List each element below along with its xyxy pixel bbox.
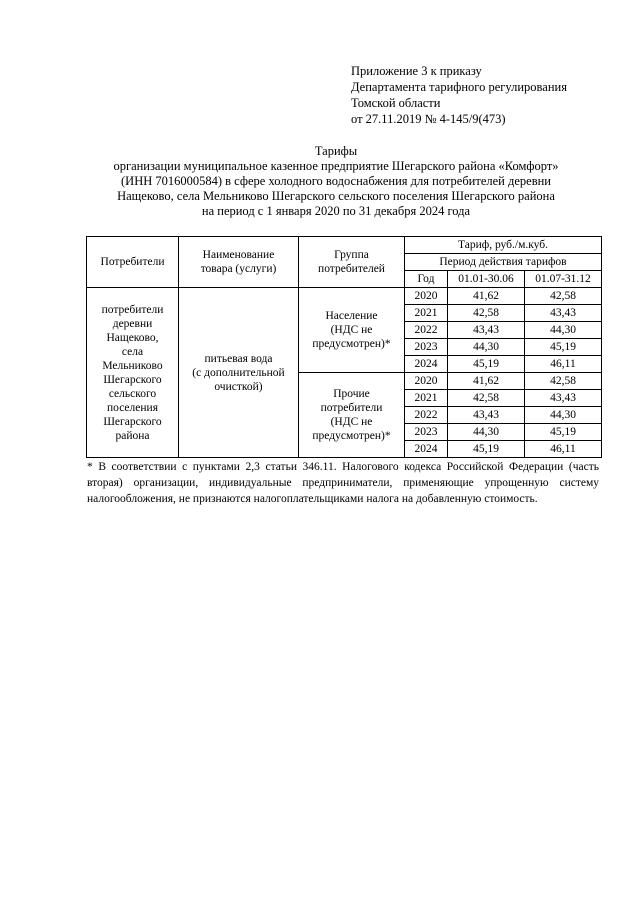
year-cell: 2020 (405, 288, 448, 305)
title-line: Нащеково, села Мельниково Шегарского сельского поселения Шегарского района (117, 189, 555, 203)
header-tariff: Тариф, руб./м.куб. (405, 237, 602, 254)
tariff-cell: 43,43 (448, 322, 525, 339)
tariff-cell: 46,11 (525, 441, 602, 458)
year-cell: 2021 (405, 305, 448, 322)
year-cell: 2022 (405, 322, 448, 339)
title-line: на период с 1 января 2020 по 31 декабря 2024 года (201, 204, 471, 218)
header-period: Период действия тарифов (405, 254, 602, 271)
year-cell: 2020 (405, 373, 448, 390)
header-group: Группа потребителей (299, 237, 405, 288)
tariff-cell: 43,43 (525, 390, 602, 407)
header-half2: 01.07-31.12 (525, 271, 602, 288)
tariff-cell: 44,30 (448, 339, 525, 356)
year-cell: 2021 (405, 390, 448, 407)
tariff-cell: 43,43 (448, 407, 525, 424)
document-header (351, 63, 621, 127)
tariff-cell: 41,62 (448, 373, 525, 390)
year-cell: 2024 (405, 356, 448, 373)
year-cell: 2023 (405, 339, 448, 356)
product-cell: питьевая вода (с дополнительной очисткой) (179, 288, 299, 458)
table-row (87, 288, 602, 305)
header-line: Департамента тарифного регулирования (351, 80, 567, 94)
header-line: от 27.11.2019 № 4-145/9(473) (351, 112, 506, 126)
tariff-cell: 42,58 (525, 373, 602, 390)
header-consumers: Потребители (87, 237, 179, 288)
tariff-table (86, 236, 602, 458)
tariff-cell: 45,19 (448, 356, 525, 373)
tariff-cell: 45,19 (448, 441, 525, 458)
tariff-cell: 42,58 (448, 390, 525, 407)
tariff-cell: 41,62 (448, 288, 525, 305)
title-line: Тарифы (314, 144, 358, 158)
title-line: организации муниципальное казенное предприятие Шегарского района «Комфорт» (113, 159, 559, 173)
tariff-cell: 46,11 (525, 356, 602, 373)
year-cell: 2024 (405, 441, 448, 458)
tariff-cell: 44,30 (448, 424, 525, 441)
header-year: Год (405, 271, 448, 288)
document-title (80, 144, 592, 219)
tariff-cell: 42,58 (525, 288, 602, 305)
tariff-cell: 43,43 (525, 305, 602, 322)
header-half1: 01.01-30.06 (448, 271, 525, 288)
tariff-cell: 45,19 (525, 339, 602, 356)
tariff-cell: 42,58 (448, 305, 525, 322)
header-product: Наименование товара (услуги) (179, 237, 299, 288)
tariff-cell: 44,30 (525, 407, 602, 424)
tariff-cell: 44,30 (525, 322, 602, 339)
group-cell-population: Население (НДС не предусмотрен)* (299, 288, 405, 373)
year-cell: 2023 (405, 424, 448, 441)
header-line: Томской области (351, 96, 441, 110)
title-line: (ИНН 7016000584) в сфере холодного водоснабжения для потребителей деревни (121, 174, 551, 188)
group-cell-other: Прочие потребители (НДС не предусмотрен)* (299, 373, 405, 458)
footnote: * В соответствии с пунктами 2,3 статьи 346.11. Налогового кодекса Российской Федерации (часть вторая) организации, индивидуальные предприниматели, применяющие упрощенную систему налогообложения, не признаются налогоплательщиками налога на добавленную стоимость. (87, 461, 599, 505)
header-line: Приложение 3 к приказу (351, 64, 482, 78)
year-cell: 2022 (405, 407, 448, 424)
consumers-cell: потребители деревни Нащеково, села Мельниково Шегарского сельского поселения Шегарского района (87, 288, 179, 458)
tariff-cell: 45,19 (525, 424, 602, 441)
